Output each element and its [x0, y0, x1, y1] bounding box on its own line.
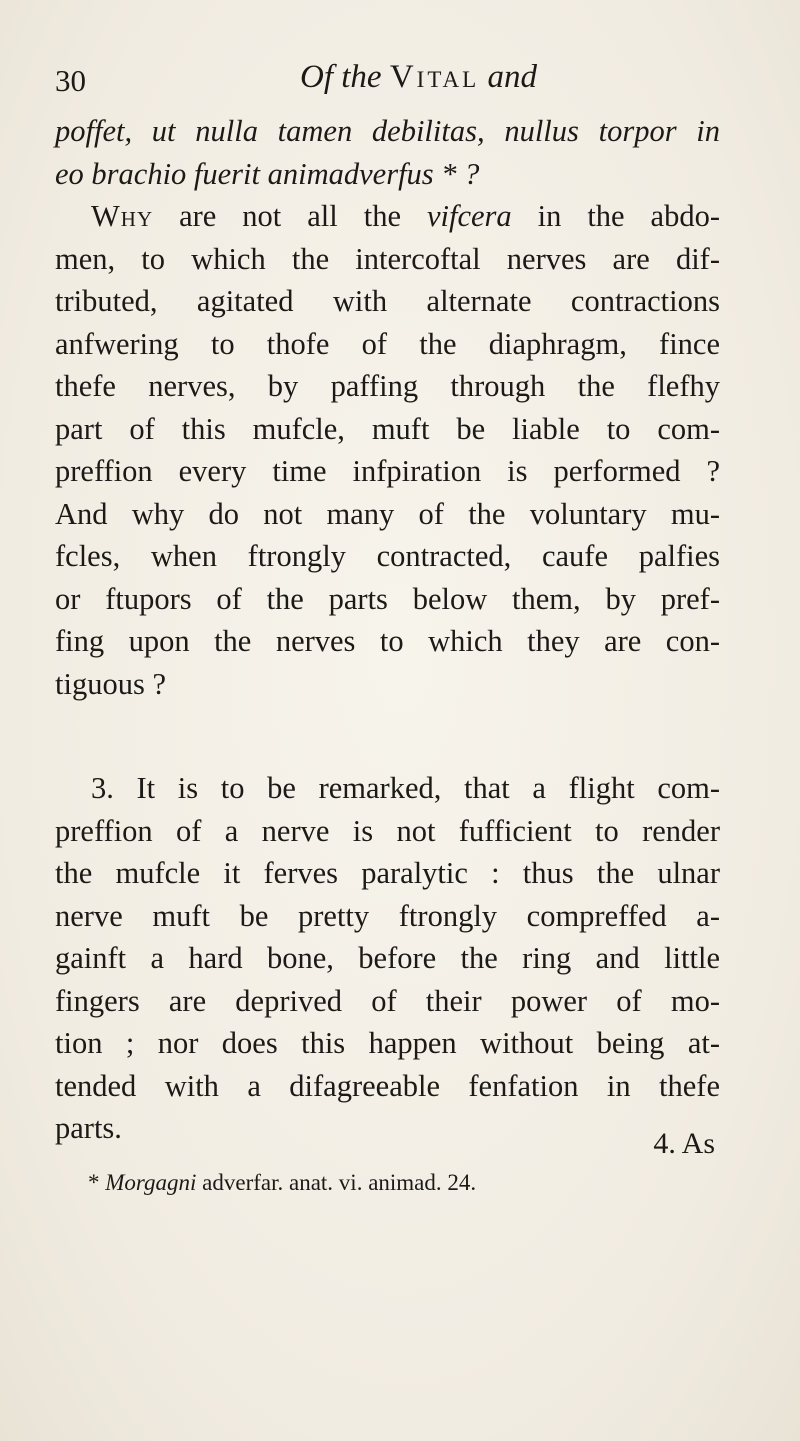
text-line: And why do not many of the voluntary mu- — [55, 496, 720, 531]
footnote — [88, 1170, 476, 1196]
page-header — [55, 52, 715, 102]
paragraph-1 — [55, 110, 720, 195]
text-line: fcles, when ftrongly contracted, caufe palfies — [55, 539, 720, 573]
text-line: gainft a hard bone, before the ring and little — [55, 941, 720, 975]
paragraph-3 — [55, 767, 720, 1150]
running-head — [300, 52, 537, 102]
text-line: poffet, ut nulla tamen debilitas, nullus torpor in — [55, 114, 720, 148]
text-line: tion ; nor does this happen without being at- — [55, 1026, 720, 1060]
footnote-text: adverfar. anat. vi. animad. 24. — [196, 1170, 477, 1195]
text-line: part of this mufcle, muft be liable to com- — [55, 411, 720, 446]
text-line: Why are not all the vifcera in the abdo- — [91, 199, 720, 233]
text-line: preffion every time infpiration is performed ? — [55, 454, 720, 488]
text-line: preffion of a nerve is not fufficient to render — [55, 813, 720, 848]
text-line: tributed, agitated with alternate contractions — [55, 284, 720, 318]
running-head-part2: Vital — [389, 59, 480, 95]
paragraph-lead-word: Why — [91, 199, 154, 233]
text-line: tended with a difagreeable fenfation in thefe — [55, 1068, 720, 1103]
text-line: tiguous ? — [55, 666, 166, 701]
text-line: thefe nerves, by paffing through the flefhy — [55, 369, 720, 403]
body-text — [55, 110, 720, 1150]
text-line: men, to which the intercoftal nerves are dif- — [55, 241, 720, 276]
text-line: 3. It is to be remarked, that a flight com- — [91, 771, 720, 805]
text-line: nerve muft be pretty ftrongly compreffed a- — [55, 898, 720, 933]
text-line: anfwering to thofe of the diaphragm, fince — [55, 326, 720, 361]
text-line: or ftupors of the parts below them, by pref- — [55, 581, 720, 616]
running-head-part3: and — [487, 59, 537, 95]
text-line: fing upon the nerves to which they are con- — [55, 624, 720, 658]
text-line: parts. — [55, 1111, 122, 1145]
paragraph-gap — [55, 705, 720, 767]
text-line: eo brachio fuerit animadverfus * ? — [55, 156, 480, 191]
text-line: fingers are deprived of their power of mo- — [55, 983, 720, 1018]
paragraph-2 — [55, 195, 720, 705]
text-line: the mufcle it ferves paralytic : thus the ulnar — [55, 856, 720, 890]
footnote-marker: * — [88, 1170, 100, 1195]
footnote-author: Morgagni — [105, 1170, 197, 1195]
catchword: 4. As — [653, 1127, 715, 1160]
running-head-part1: Of the — [300, 59, 382, 95]
page-number: 30 — [55, 63, 86, 98]
